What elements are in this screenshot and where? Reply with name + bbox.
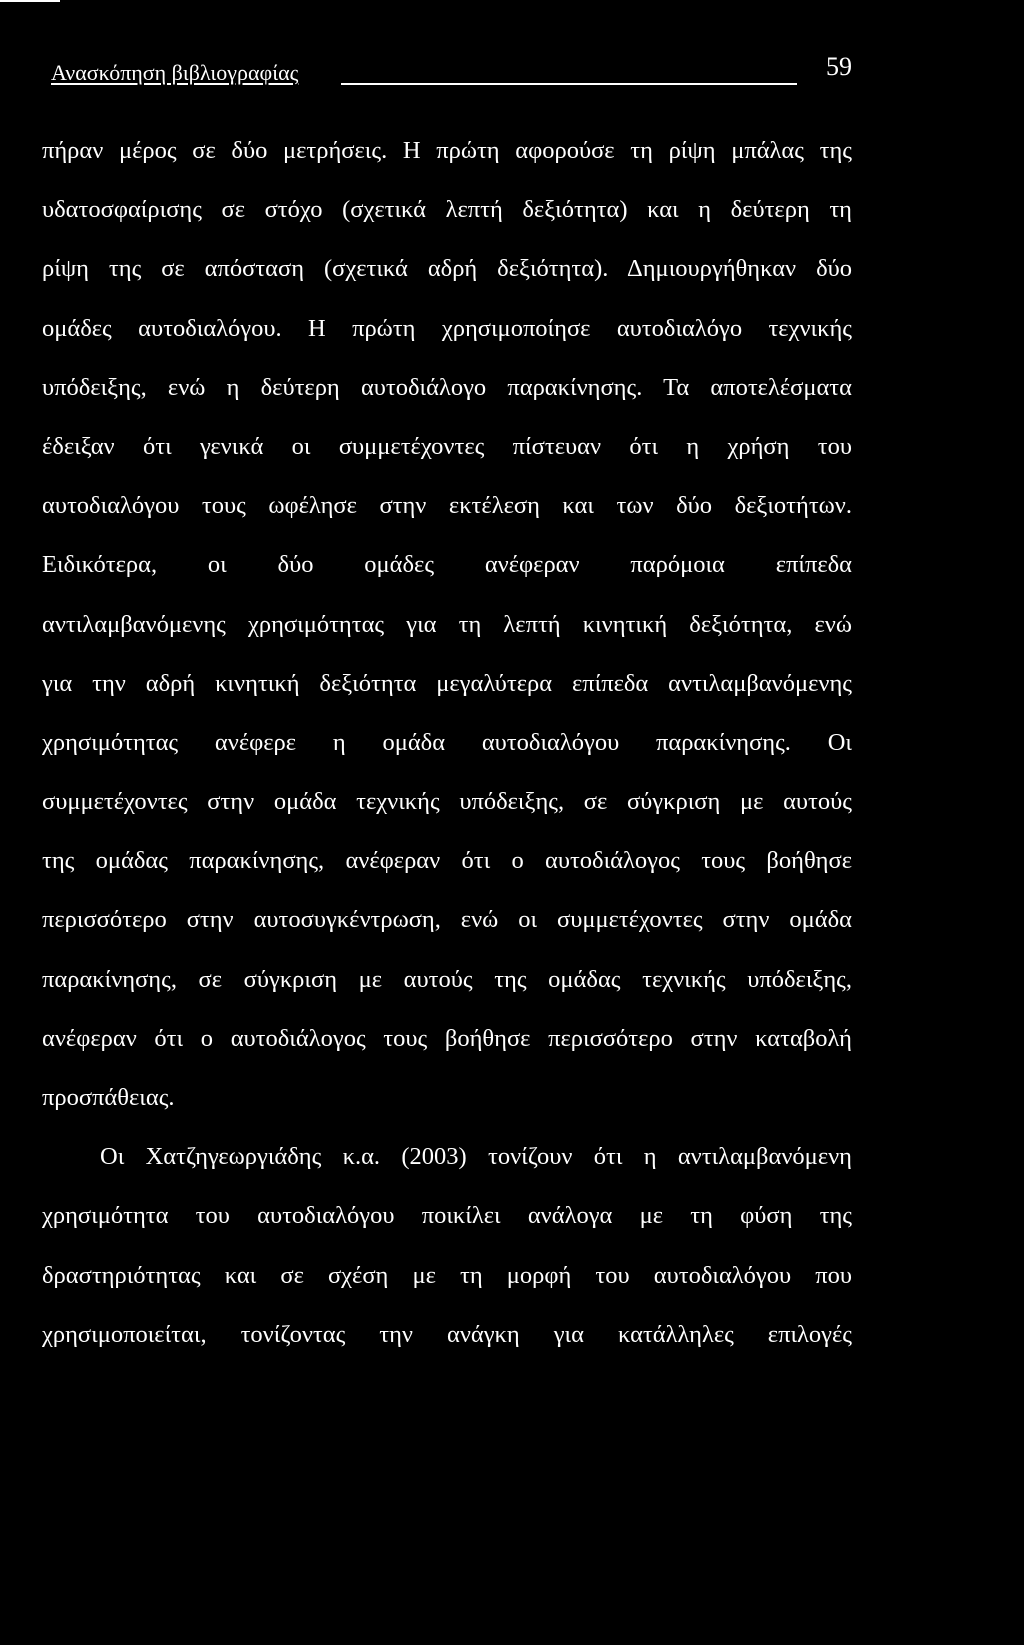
text-line: υδατοσφαίρισης σε στόχο (σχετικά λεπτή δεξιότητα) και η δεύτερη τη [42, 196, 852, 224]
text-line-paragraph-end: προσπάθειας. [42, 1084, 175, 1111]
text-line: δραστηριότητας και σε σχέση με τη μορφή του αυτοδιαλόγου που [42, 1261, 852, 1289]
text-line: της ομάδας παρακίνησης, ανέφεραν ότι ο αυτοδιάλογος τους βοήθησε [42, 847, 852, 875]
header-rule [341, 83, 797, 85]
text-line: υπόδειξης, ενώ η δεύτερη αυτοδιάλογο παρακίνησης. Τα αποτελέσματα [42, 373, 852, 401]
text-line: αυτοδιαλόγου τους ωφέλησε στην εκτέλεση και των δύο δεξιοτήτων. [42, 492, 852, 520]
text-line: ομάδες αυτοδιαλόγου. Η πρώτη χρησιμοποίησε αυτοδιαλόγο τεχνικής [42, 314, 852, 342]
text-line: συμμετέχοντες στην ομάδα τεχνικής υπόδειξης, σε σύγκριση με αυτούς [42, 788, 852, 816]
text-line: χρησιμότητας ανέφερε η ομάδα αυτοδιαλόγου παρακίνησης. Οι [42, 728, 852, 756]
running-header [51, 52, 852, 92]
text-line: για την αδρή κινητική δεξιότητα μεγαλύτερα επίπεδα αντιλαμβανόμενης [42, 669, 852, 697]
page-number: 59 [826, 52, 852, 81]
text-line: Ειδικότερα, οι δύο ομάδες ανέφεραν παρόμοια επίπεδα [42, 551, 852, 579]
text-line: ρίψη της σε απόσταση (σχετικά αδρή δεξιότητα). Δημιουργήθηκαν δύο [42, 255, 852, 283]
text-line: αντιλαμβανόμενης χρησιμότητας για τη λεπτή κινητική δεξιότητα, ενώ [42, 610, 852, 638]
text-line: περισσότερο στην αυτοσυγκέντρωση, ενώ οι συμμετέχοντες στην ομάδα [42, 906, 852, 934]
text-line: ανέφεραν ότι ο αυτοδιάλογος τους βοήθησε περισσότερο στην καταβολή [42, 1024, 852, 1052]
text-line: έδειξαν ότι γενικά οι συμμετέχοντες πίστευαν ότι η χρήση του [42, 432, 852, 460]
text-line: παρακίνησης, σε σύγκριση με αυτούς της ομάδας τεχνικής υπόδειξης, [42, 965, 852, 993]
text-line: πήραν μέρος σε δύο μετρήσεις. Η πρώτη αφορούσε τη ρίψη μπάλας της [42, 137, 852, 164]
header-title: Ανασκόπηση βιβλιογραφίας [51, 60, 299, 85]
text-line: χρησιμοποιείται, τονίζοντας την ανάγκη για κατάλληλες επιλογές [42, 1320, 852, 1348]
text-line-paragraph-start: Οι Χατζηγεωργιάδης κ.α. (2003) τονίζουν ότι η αντιλαμβανόμενη [100, 1143, 852, 1171]
text-line: χρησιμότητα του αυτοδιαλόγου ποικίλει ανάλογα με τη φύση της [42, 1202, 852, 1230]
body-text [42, 121, 852, 1364]
top-edge-mark [0, 0, 60, 2]
